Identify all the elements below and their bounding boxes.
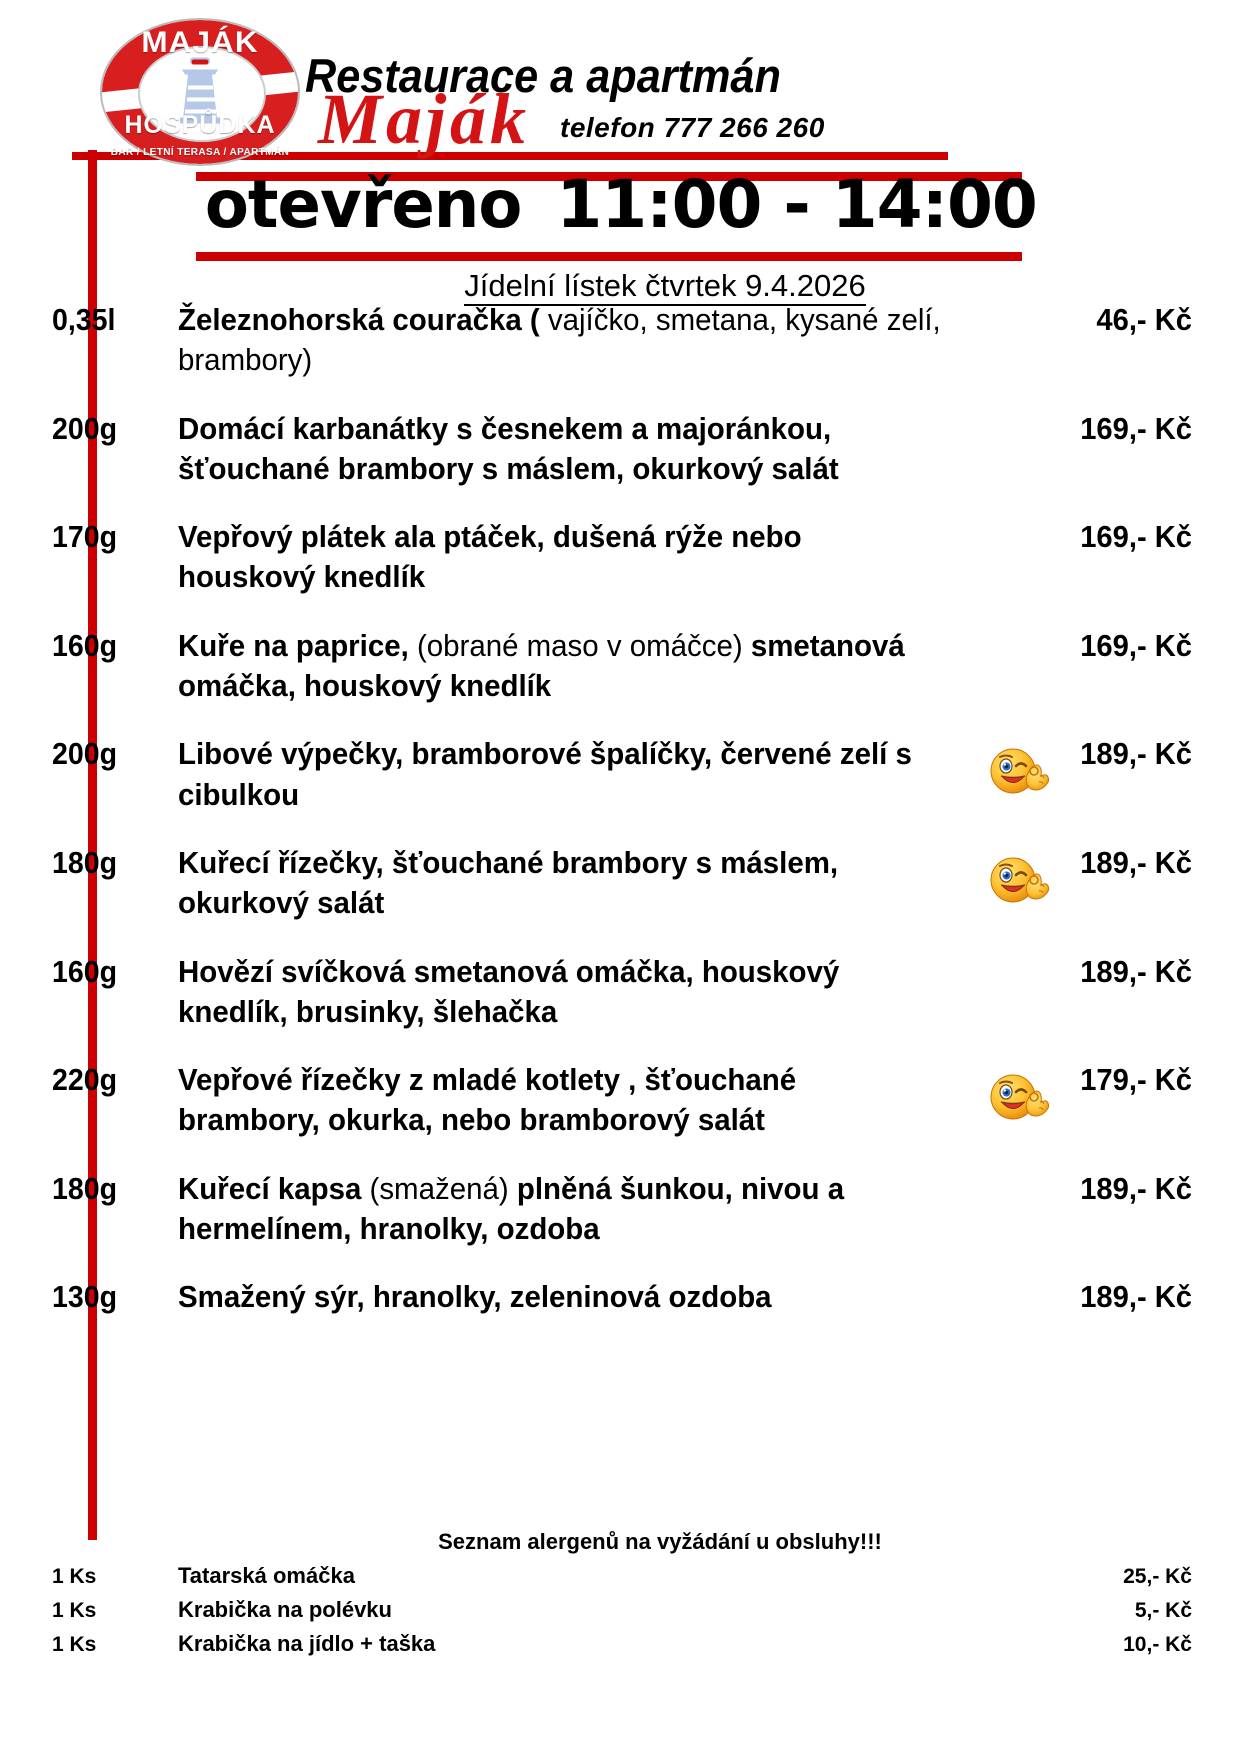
- description-main: Libové výpečky, bramborové špalíčky, červené zelí s cibulkou: [178, 736, 912, 812]
- menu-item-row: [0, 843, 1240, 924]
- description-main-cont: smetanová omáčka, houskový knedlík: [178, 627, 905, 704]
- menu-date-subtitle: [0, 268, 1240, 304]
- menu-item-quantity: 200g: [52, 410, 118, 446]
- extra-item-row: [52, 1597, 1192, 1623]
- extra-item-row: [52, 1563, 1192, 1589]
- extra-item-quantity: 1 Ks: [52, 1599, 97, 1622]
- menu-item-row: [0, 1060, 1240, 1141]
- menu-item-price: 169,- Kč: [1080, 519, 1192, 555]
- menu-item-row: [0, 952, 1240, 1033]
- menu-item-description: [178, 843, 948, 924]
- banner-bottom-rule: [196, 252, 1022, 261]
- maják-lifebuoy-logo: [100, 18, 300, 166]
- extra-item-row: [52, 1631, 1192, 1657]
- extra-item-name: Tatarská omáčka: [178, 1563, 355, 1588]
- menu-item-price: 189,- Kč: [1080, 736, 1192, 772]
- menu-item-row: [0, 1277, 1240, 1317]
- description-note: vajíčko, smetana, kysané zelí, brambory): [178, 302, 941, 378]
- description-main: Kuřecí řízečky, šťouchané brambory s máslem, okurkový salát: [178, 844, 839, 921]
- menu-item-price: 169,- Kč: [1080, 410, 1192, 446]
- menu-item-quantity: 160g: [52, 953, 118, 989]
- opening-hours-banner: [200, 166, 1037, 243]
- extra-item-price: 25,- Kč: [1123, 1565, 1192, 1588]
- menu-item-description: [178, 300, 948, 381]
- logo-sub-label: BAR / LETNÍ TERASA / APARTMÁN: [110, 147, 290, 158]
- menu-item-description: [178, 409, 948, 490]
- logo-bottom-label: HOSPŮDKA: [124, 111, 276, 139]
- masthead-title: Restaurace a apartmán: [305, 49, 781, 102]
- menu-item-row: [0, 300, 1240, 381]
- menu-item-price: 189,- Kč: [1080, 1279, 1192, 1315]
- menu-item-price: 189,- Kč: [1080, 844, 1192, 880]
- menu-item-description: [178, 952, 948, 1033]
- extra-item-quantity: 1 Ks: [52, 1633, 97, 1656]
- menu-item-row: [0, 626, 1240, 707]
- menu-item-quantity: 170g: [52, 519, 118, 555]
- menu-item-row: [0, 409, 1240, 490]
- extra-item-name: Krabička na polévku: [178, 1597, 392, 1622]
- menu-item-quantity: 180g: [52, 1170, 118, 1206]
- menu-item-price: 179,- Kč: [1080, 1062, 1192, 1098]
- menu-item-price: 169,- Kč: [1080, 627, 1192, 663]
- menu-item-price: 189,- Kč: [1080, 953, 1192, 989]
- description-main: Vepřové řízečky z mladé kotlety , šťouchané brambory, okurka, nebo bramborový salát: [178, 1062, 797, 1138]
- menu-item-quantity: 220g: [52, 1062, 118, 1098]
- menu-item-price: 189,- Kč: [1080, 1170, 1192, 1206]
- menu-item-quantity: 130g: [52, 1279, 118, 1315]
- menu-item-list: [0, 300, 1240, 1346]
- description-main: Kuřecí kapsa: [178, 1170, 370, 1206]
- menu-item-quantity: 180g: [52, 844, 118, 880]
- allergen-note: Seznam alergenů na vyžádání u obsluhy!!!: [438, 1529, 882, 1554]
- menu-item-quantity: 200g: [52, 736, 118, 772]
- description-main-cont: plněná šunkou, nivou a hermelínem, hranolky, ozdoba: [178, 1170, 845, 1247]
- extra-item-quantity: 1 Ks: [52, 1565, 97, 1588]
- menu-item-price: 46,- Kč: [1096, 302, 1192, 337]
- logo-top-label: MAJÁK: [141, 26, 259, 59]
- description-main: Hovězí svíčková smetanová omáčka, houskový knedlík, brusinky, šlehačka: [178, 953, 840, 1029]
- extra-item-name: Krabička na jídlo + taška: [178, 1631, 436, 1656]
- description-note: (smažená): [369, 1170, 509, 1206]
- description-main: Železnohorská couračka (: [178, 302, 540, 337]
- menu-item-row: [0, 734, 1240, 815]
- menu-item-row: [0, 1169, 1240, 1250]
- extra-item-price: 5,- Kč: [1134, 1599, 1192, 1622]
- description-main: Smažený sýr, hranolky, zeleninová ozdoba: [178, 1279, 772, 1315]
- menu-item-description: [178, 1169, 948, 1250]
- description-main: Kuře na paprice,: [178, 627, 417, 663]
- description-main: Domácí karbanátky s česnekem a majoránkou, šťouchané brambory s máslem, okurkový salát: [178, 410, 839, 486]
- menu-item-quantity: 0,35l: [52, 302, 116, 337]
- menu-item-description: [178, 517, 948, 598]
- menu-item-description: [178, 1060, 948, 1141]
- menu-item-row: [0, 517, 1240, 598]
- menu-item-description: [178, 626, 948, 707]
- winking-face-ok-hand-icon: [984, 743, 1056, 806]
- menu-item-description: [178, 1277, 948, 1317]
- extras-list: [0, 1563, 1240, 1665]
- winking-face-ok-hand-icon: [984, 1069, 1056, 1132]
- menu-date-text: Jídelní lístek čtvrtek 9.4.2026: [464, 268, 866, 306]
- brand-wordmark: Maják: [318, 79, 531, 159]
- open-label: otevřeno: [204, 166, 522, 243]
- menu-item-quantity: 160g: [52, 627, 118, 663]
- extra-item-price: 10,- Kč: [1123, 1633, 1192, 1656]
- winking-face-ok-hand-icon: [984, 852, 1056, 915]
- description-main: Vepřový plátek ala ptáček, dušená rýže nebo houskový knedlík: [178, 519, 802, 595]
- menu-item-description: [178, 734, 948, 815]
- description-note: (obrané maso v omáčce): [416, 627, 743, 663]
- phone-number: telefon 777 266 260: [560, 112, 825, 143]
- open-hours: 11:00 - 14:00: [556, 166, 1037, 243]
